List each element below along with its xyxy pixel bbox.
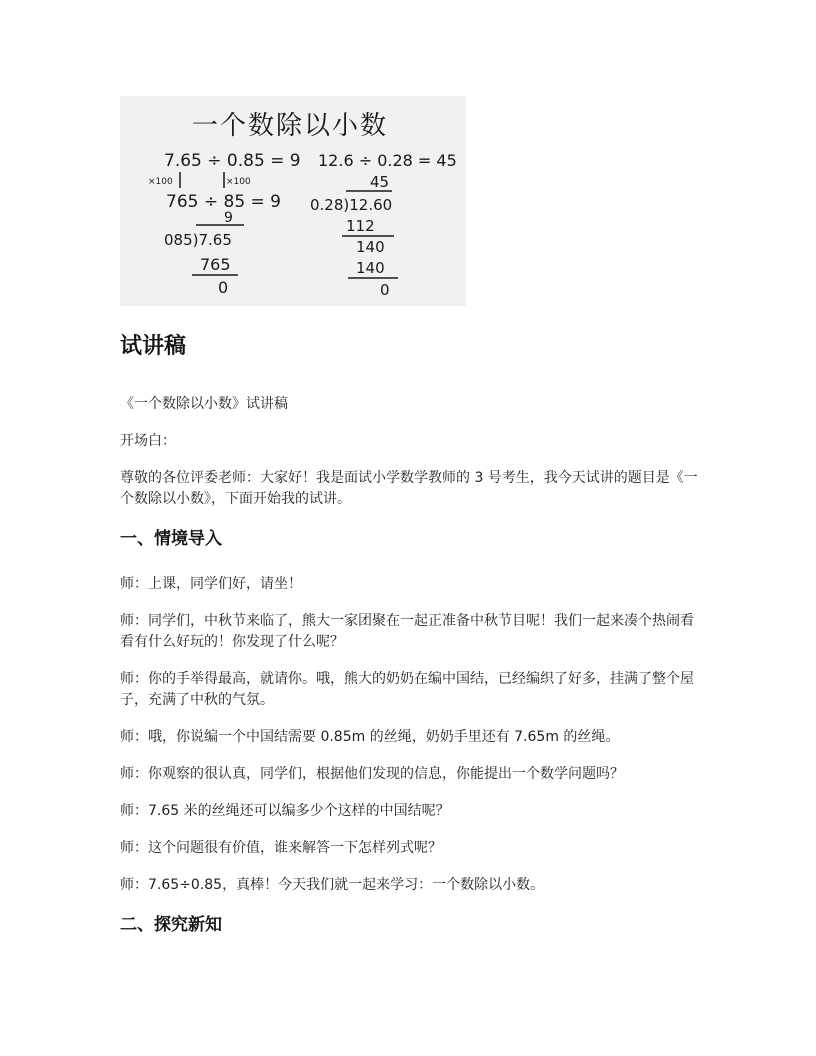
board-left-equation: 7.65 ÷ 0.85 = 9 [164, 151, 301, 171]
section-heading-1: 一、情境导入 [120, 529, 222, 549]
board-left-quotient: 9 [224, 210, 233, 226]
paragraph: 师：7.65 米的丝绳还可以编多少个这样的中国结呢？ [120, 803, 450, 819]
paragraph: 师：这个问题很有价值，谁来解答一下怎样列式呢？ [120, 840, 442, 856]
paragraph: 师：你的手举得最高，就请你。哦，熊大的奶奶在编中国结，已经编织了好多，挂满了整个屋子，充满了中秋的气氛。 [120, 671, 694, 708]
paragraph: 师：上课，同学们好，请坐！ [120, 576, 302, 592]
paragraph: 师：7.65÷0.85，真棒！今天我们就一起来学习：一个数除以小数。 [120, 877, 545, 893]
board-right-middle: 140 [356, 238, 385, 256]
board-right-remainder: 0 [380, 281, 390, 299]
greeting-paragraph: 尊敬的各位评委老师：大家好！我是面试小学数学教师的 3 号考生，我今天试讲的题目是《一个数除以小数》，下面开始我的试讲。 [120, 470, 698, 507]
paragraph: 师：同学们，中秋节来临了，熊大一家团聚在一起正准备中秋节目呢！我们一起来凑个热闹看看有什么好玩的！你发现了什么呢？ [120, 613, 694, 650]
section-heading-2: 二、探究新知 [120, 915, 222, 935]
page-title: 试讲稿 [120, 334, 187, 359]
board-left-mult-a: ×100 [148, 177, 173, 187]
board-right-quotient: 45 [370, 173, 390, 191]
board-heading: 一个数除以小数 [192, 111, 389, 141]
board-right-division: 0.28)12.60 [310, 196, 393, 214]
board-right-subtract-2: 140 [356, 259, 385, 277]
board-right-equation: 12.6 ÷ 0.28 = 45 [318, 151, 457, 170]
paragraph: 师：哦，你说编一个中国结需要 0.85m 的丝绳，奶奶手里还有 7.65m 的丝绳。 [120, 729, 620, 745]
doc-subtitle: 《一个数除以小数》试讲稿 [120, 396, 288, 412]
paragraph: 师：你观察的很认真，同学们，根据他们发现的信息，你能提出一个数学问题吗？ [120, 766, 624, 782]
opening-label: 开场白： [120, 433, 176, 449]
board-right-subtract-1: 112 [346, 217, 375, 235]
board-left-mult-b: ×100 [226, 177, 251, 187]
board-left-remainder: 0 [218, 278, 229, 297]
whiteboard-photo [120, 96, 466, 306]
board-left-division: 085)7.65 [164, 231, 232, 249]
board-left-subtract: 765 [200, 255, 231, 274]
document-body [120, 330, 700, 960]
whiteboard-handwriting [120, 96, 466, 306]
board-left-equation-2: 765 ÷ 85 = 9 [166, 192, 281, 212]
